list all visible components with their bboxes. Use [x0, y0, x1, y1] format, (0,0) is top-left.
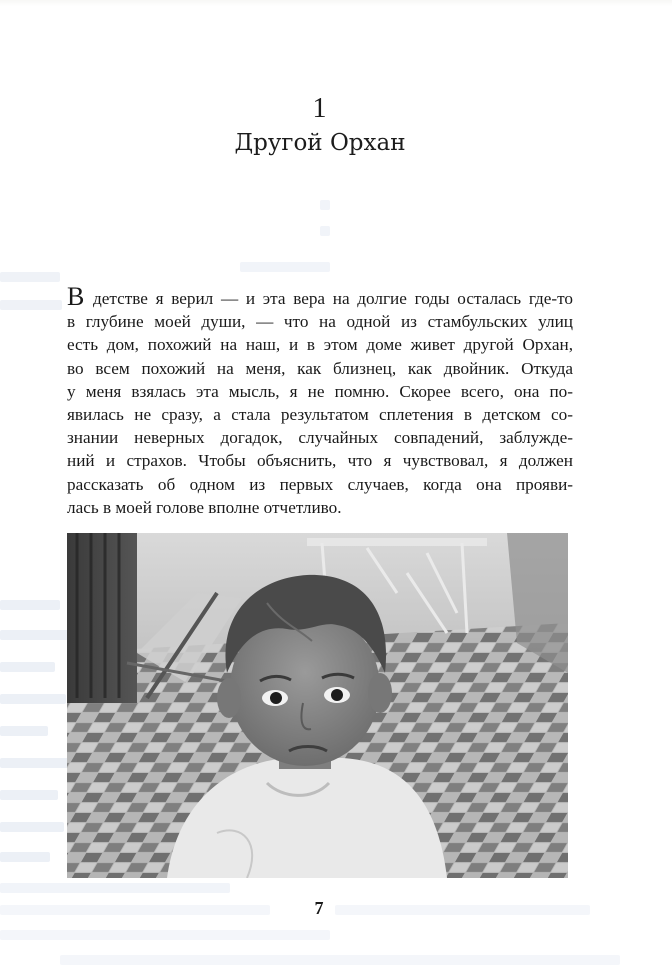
paragraph-line: ний и страхов. Чтобы объяснить, что я чувствовал, я должен — [67, 451, 573, 471]
photo-child-icon — [67, 533, 568, 878]
paragraph-line: знании неверных догадок, случайных совпадений, заблужде- — [67, 428, 573, 448]
paragraph-line: явилась не сразу, а стала результатом сплетения в детском со- — [67, 404, 573, 424]
paragraph-line-1 — [67, 287, 573, 310]
page-number: 7 — [314, 898, 324, 918]
first-line-text: детстве я верил — и эта вера на долгие годы осталась где-то — [85, 289, 573, 308]
chapter-paragraph — [67, 287, 573, 519]
paragraph-line: лась в моей голове вполне отчетливо. — [67, 497, 342, 517]
paragraph-line: у меня взялась эта мысль, я не помню. Скорее всего, она по- — [67, 381, 573, 401]
drop-cap: В — [67, 287, 85, 311]
chapter-number: 1 — [312, 93, 328, 124]
paragraph-line: рассказать об одном из первых случаев, когда она прояви- — [67, 474, 573, 494]
paragraph-line: есть дом, похожий на наш, и в этом доме живет другой Орхан, — [67, 335, 573, 355]
paragraph-line: во всем похожий на меня, как близнец, как двойник. Откуда — [67, 358, 573, 378]
paragraph-line: в глубине моей души, — что на одной из стамбульских улиц — [67, 312, 573, 332]
chapter-title: Другой Орхан — [234, 130, 406, 156]
